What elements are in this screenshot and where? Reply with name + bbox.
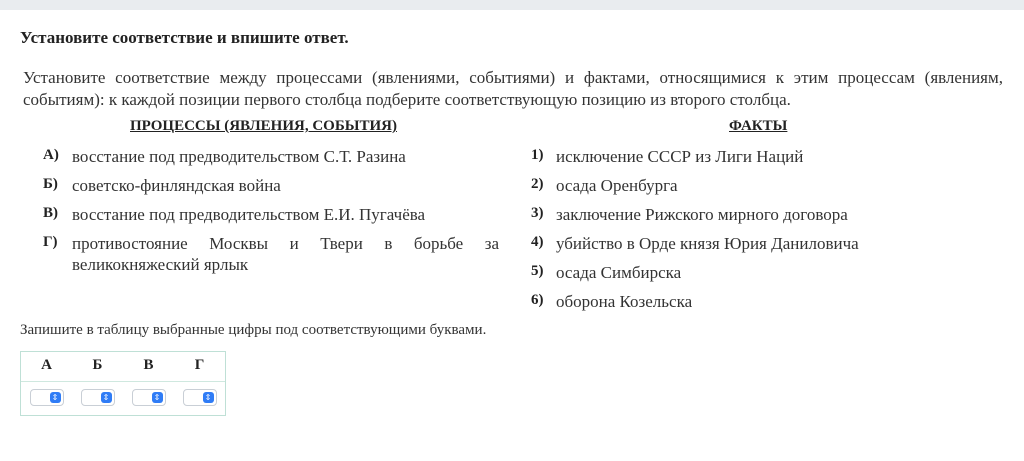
answer-select-v[interactable] bbox=[132, 389, 166, 406]
process-marker-b: Б) bbox=[43, 176, 58, 192]
facts-column-title: ФАКТЫ bbox=[729, 118, 788, 134]
process-item-g: противостояние Москвы и Твери в борьбе за великокняжеский ярлык bbox=[72, 234, 499, 274]
answer-instruction: Запишите в таблицу выбранные цифры под соответствующими буквами. bbox=[20, 322, 487, 338]
fact-marker-3: 3) bbox=[531, 205, 544, 221]
answer-header-g: Г bbox=[194, 357, 205, 373]
process-marker-v: В) bbox=[43, 205, 58, 221]
answer-header-a: А bbox=[41, 357, 52, 373]
processes-column-title: ПРОЦЕССЫ (ЯВЛЕНИЯ, СОБЫТИЯ) bbox=[130, 118, 397, 134]
process-item-b: советско-финляндская война bbox=[72, 176, 281, 195]
fact-marker-6: 6) bbox=[531, 292, 544, 308]
fact-item-4: убийство в Орде князя Юрия Даниловича bbox=[556, 234, 859, 253]
answer-select-g[interactable] bbox=[183, 389, 217, 406]
fact-item-6: оборона Козельска bbox=[556, 292, 693, 311]
task-intro: Установите соответствие между процессами (явлениями, событиями) и фактами, относящимися к этим процессам (явлениям, событиям): к каждой позиции первого столбца подберите соответствующую позицию из второго столбца. bbox=[23, 68, 1003, 109]
updown-chevron-icon: ⇕ bbox=[152, 392, 163, 403]
fact-item-3: заключение Рижского мирного договора bbox=[556, 205, 848, 224]
process-marker-g: Г) bbox=[43, 234, 58, 250]
process-marker-a: А) bbox=[43, 147, 59, 163]
fact-marker-4: 4) bbox=[531, 234, 544, 250]
updown-chevron-icon: ⇕ bbox=[203, 392, 214, 403]
updown-chevron-icon: ⇕ bbox=[101, 392, 112, 403]
answer-table-divider bbox=[21, 381, 225, 382]
answer-select-a[interactable] bbox=[30, 389, 64, 406]
fact-marker-2: 2) bbox=[531, 176, 544, 192]
updown-chevron-icon: ⇕ bbox=[50, 392, 61, 403]
top-bar bbox=[0, 0, 1024, 10]
answer-header-b: Б bbox=[92, 357, 103, 373]
fact-item-5: осада Симбирска bbox=[556, 263, 682, 282]
fact-item-1: исключение СССР из Лиги Наций bbox=[556, 147, 804, 166]
answer-header-v: В bbox=[143, 357, 154, 373]
answer-table bbox=[20, 351, 226, 416]
fact-marker-1: 1) bbox=[531, 147, 544, 163]
process-item-v: восстание под предводительством Е.И. Пугачёва bbox=[72, 205, 426, 224]
fact-item-2: осада Оренбурга bbox=[556, 176, 678, 195]
task-heading: Установите соответствие и впишите ответ. bbox=[20, 28, 349, 47]
answer-select-b[interactable] bbox=[81, 389, 115, 406]
process-item-a: восстание под предводительством С.Т. Разина bbox=[72, 147, 406, 166]
fact-marker-5: 5) bbox=[531, 263, 544, 279]
